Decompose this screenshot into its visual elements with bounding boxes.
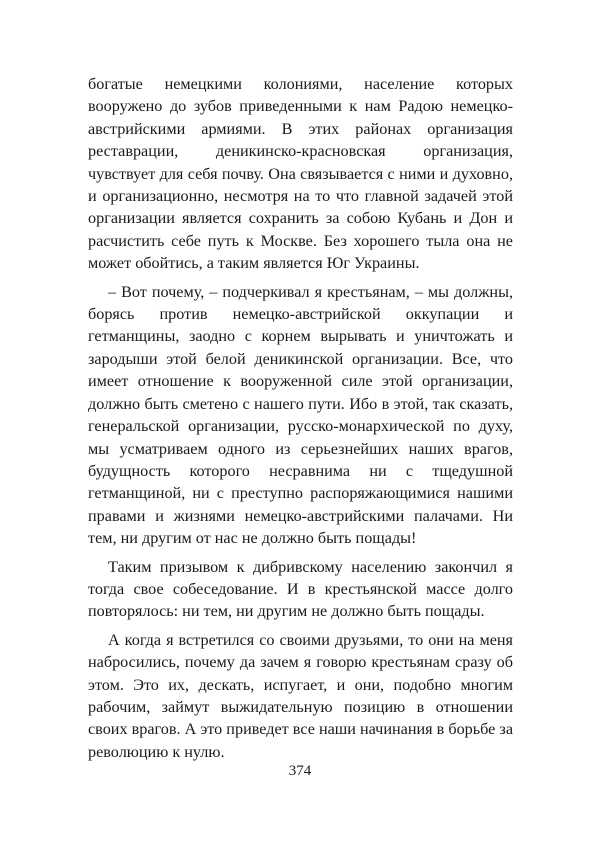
page-number: 374 xyxy=(288,763,312,779)
paragraph-1: богатые немецкими колониями, население которых вооружено до зубов приведенными к нам Радою немецко-австрийскими армиями. В этих районах организация реставрации, деникинско-красновская организация, чувствует для себя почву. Она связывается с ними и духовно, и организационно, несмотря на то что главной задачей этой организации является сохранить за собою Кубань и Дон и расчистить себе путь к Москве. Без хорошего тыла она не может обойтись, а таким является Юг Украины. xyxy=(88,75,513,273)
page-body xyxy=(88,73,513,763)
paragraph-4: А когда я встретился со своими друзьями, то они на меня набросились, почему да зачем я говорю крестьянам сразу об этом. Это их, дескать, испугает, и они, подобно многим рабочим, займут выжидательную позицию в отношении своих врагов. А это приведет все наши начинания в борьбе за революцию к нулю. xyxy=(88,630,513,761)
paragraph-2: – Вот почему, – подчеркивал я крестьянам, – мы должны, борясь против немецко-австрийской оккупации и гетманщины, заодно с корнем вырывать и уничтожать и зародыши этой белой деникинской организации. Все, что имеет отношение к вооруженной силе этой организации, должно быть сметено с нашего пути. Ибо в этой, так сказать, генеральской организации, русско-монархической по духу, мы усматриваем одного из серьезнейших наших врагов, будущность которого несравнима ни с тщедушной гетманщиной, ни с преступно распоряжающимися нашими правами и жизнями немецко-австрийскими палачами. Ни тем, ни другим от нас не должно быть пощады! xyxy=(88,282,513,548)
paragraph-3: Таким призывом к дибривскому населению закончил я тогда свое собеседование. И в крестьянской массе долго повторялось: ни тем, ни другим не должно быть пощады. xyxy=(88,557,513,621)
